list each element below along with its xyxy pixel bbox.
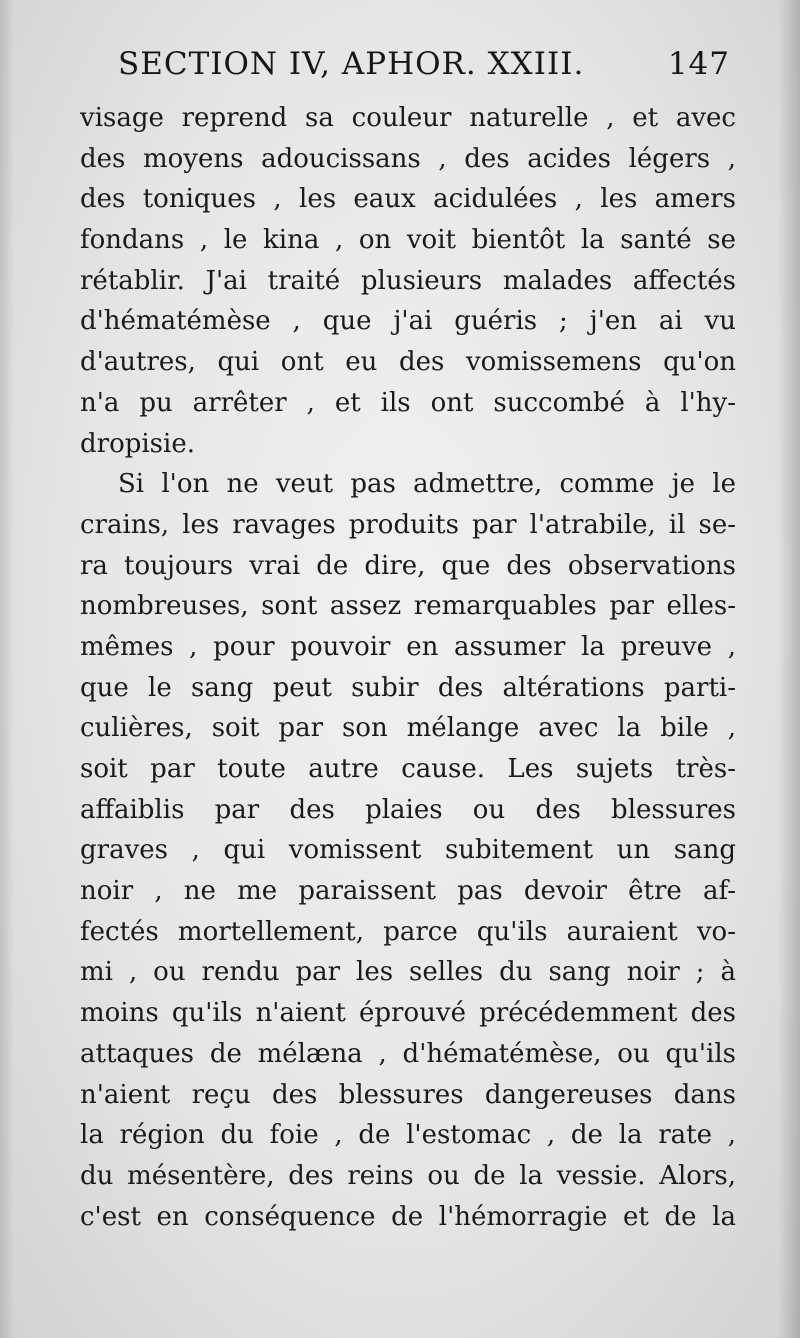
text-line: soit par toute autre cause. Les sujets très- — [80, 754, 736, 784]
text-line: attaques de mélæna , d'hématémèse, ou qu'ils — [80, 1038, 736, 1069]
text-line: culières, soit par son mélange avec la bile , — [80, 713, 736, 744]
text-line: rétablir. J'ai traité plusieurs malades affectés — [80, 265, 736, 296]
page-shadow-left — [0, 0, 14, 1338]
running-head-title: SECTION IV, APHOR. XXIII. — [118, 46, 585, 82]
page-number: 147 — [667, 46, 730, 82]
text-line: dropisie. — [80, 428, 195, 459]
text-line: crains, les ravages produits par l'atrabile, il se- — [80, 509, 736, 540]
text-line: mi , ou rendu par les selles du sang noir ; à — [80, 957, 736, 988]
text-line: fectés mortellement, parce qu'ils auraient vo- — [80, 916, 736, 947]
text-line: nombreuses, sont assez remarquables par elles- — [80, 591, 736, 622]
text-line: c'est en conséquence de l'hémorragie et de la — [80, 1201, 736, 1232]
text-line: mêmes , pour pouvoir en assumer la preuve , — [80, 631, 736, 662]
text-line: visage reprend sa couleur naturelle , et avec — [80, 103, 736, 133]
page-shadow-right — [778, 0, 800, 1338]
text-line: n'a pu arrêter , et ils ont succombé à l'hy- — [80, 387, 736, 418]
paragraph — [80, 98, 736, 464]
running-head — [118, 46, 730, 96]
text-line: moins qu'ils n'aient éprouvé précédemment des — [80, 998, 736, 1029]
text-line: noir , ne me paraissent pas devoir être af- — [80, 876, 736, 907]
body-text — [80, 98, 736, 1237]
text-line: la région du foie , de l'estomac , de la rate , — [80, 1120, 736, 1151]
text-line: des moyens adoucissans , des acides légers , — [80, 143, 736, 174]
text-line: Si l'on ne veut pas admettre, comme je le — [118, 469, 736, 500]
text-line: des toniques , les eaux acidulées , les amers — [80, 184, 736, 215]
text-line: que le sang peut subir des altérations parti- — [80, 672, 736, 703]
text-line: d'autres, qui ont eu des vomissemens qu'on — [80, 347, 736, 378]
text-line: ra toujours vrai de dire, que des observations — [80, 550, 736, 581]
text-line: affaiblis par des plaies ou des blessures — [80, 794, 736, 825]
text-line: n'aient reçu des blessures dangereuses dans — [80, 1079, 736, 1110]
text-line: du mésentère, des reins ou de la vessie. Alors, — [80, 1160, 736, 1191]
text-line: graves , qui vomissent subitement un sang — [80, 835, 736, 866]
text-line: d'hématémèse , que j'ai guéris ; j'en ai vu — [80, 306, 736, 337]
text-line: fondans , le kina , on voit bientôt la santé se — [80, 225, 736, 256]
paragraph — [80, 464, 736, 1237]
